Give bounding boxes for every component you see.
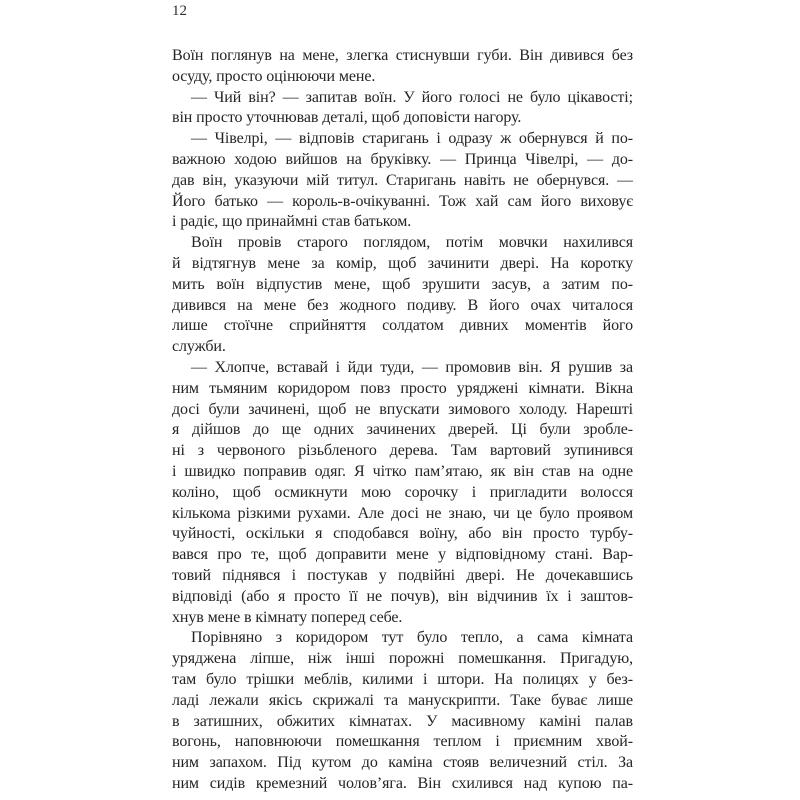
text-line: дав він, указуючи мій титул. Старигань навіть не обернувся. —: [172, 171, 633, 189]
paragraph: [172, 46, 633, 88]
paragraph: [172, 358, 633, 628]
text-line: Його батько — король-в-очікуванні. Тож хай сам його виховує: [172, 192, 633, 210]
text-line: ні з червоного різьбленого дерева. Там вартовий зупинився: [172, 442, 633, 460]
paragraph: [172, 129, 633, 233]
text-line: товий піднявся і постукав у подвійні двері. Не дочекавшись: [172, 566, 633, 584]
text-line: кількома різкими рухами. Але досі не знаю, чи це було проявом: [172, 504, 633, 522]
text-line: там було трішки меблів, килими і штори. На полицях у без-: [172, 670, 633, 688]
text-line: ним сидів кремезний чолов’яга. Він схилився над купою па-: [172, 774, 633, 792]
text-line: уряджена ліпше, ніж інші порожні помешкання. Пригадую,: [172, 650, 633, 668]
text-line: мить воїн відпустив мене, щоб зрушити засув, а затим по-: [172, 275, 633, 293]
text-line: осуду, просто оцінюючи мене.: [172, 67, 376, 85]
text-line: Воїн провів старого поглядом, потім мовчки нахилився: [191, 234, 633, 252]
text-line: Порівняно з коридором тут було тепло, а сама кімната: [191, 629, 633, 647]
text-line: вався про те, щоб доправити мене у відповідному стані. Вар-: [172, 546, 633, 564]
text-line: дивився на мене без жодного подиву. В його очах читалося: [172, 296, 633, 314]
text-line: в затишних, обжитих кімнатах. У масивному каміні палав: [172, 712, 633, 730]
text-line: ладі лежали якісь скрижалі та манускрипти. Таке буває лише: [172, 691, 633, 709]
paragraph: [172, 628, 633, 794]
text-line: — Чий він? — запитав воїн. У його голосі не було цікавості;: [191, 88, 633, 106]
text-line: важною ходою вийшов на бруківку. — Принца Чівелрі, — до-: [172, 150, 633, 168]
text-line: коліно, щоб осмикнути мою сорочку і пригладити волосся: [172, 483, 633, 501]
text-line: чуйності, оскільки я сподобався воїну, або він просто турбу-: [172, 525, 633, 543]
paragraph: [172, 233, 633, 358]
text-line: і швидко поправив одяг. Я чітко пам’ятаю, як він став на одне: [172, 462, 633, 480]
text-line: — Чівелрі, — відповів старигань і одразу ж обернувся й по-: [191, 130, 633, 148]
text-line: вогонь, наповнюючи помешкання теплом і приємним хвой-: [172, 733, 633, 751]
text-line: служби.: [172, 338, 226, 356]
page-number: 12: [172, 3, 187, 19]
text-block: [172, 46, 633, 798]
text-line: ним запахом. Під кутом до каміна стояв величезний стіл. За: [172, 754, 633, 772]
text-line: хнув мене в кімнату поперед себе.: [172, 608, 403, 626]
paragraph: [172, 88, 633, 130]
text-line: лише стоїчне сприйняття солдатом дивних моментів його: [172, 317, 633, 335]
text-line: — Хлопче, вставай і йди туди, — промовив він. Я рушив за: [191, 358, 633, 376]
text-line: ним тьмяним коридором повз просто уряджені кімнати. Вікна: [172, 379, 633, 397]
text-line: й відтягнув мене за комір, щоб зачинити двері. На коротку: [172, 254, 633, 272]
text-line: я дійшов до ще одних зачинених дверей. Ці були зробле-: [172, 421, 633, 439]
text-line: досі були зачинені, щоб не впускати зимового холоду. Нарешті: [172, 400, 633, 418]
text-line: він просто уточнював деталі, щоб доповісти нагору.: [172, 109, 522, 127]
text-line: відповіді (або я просто її не почув), він відчинив їх і заштов-: [172, 587, 633, 605]
text-line: і радіє, що принаймні став батьком.: [172, 213, 412, 231]
text-line: Воїн поглянув на мене, злегка стиснувши губи. Він дивився без: [172, 47, 633, 64]
